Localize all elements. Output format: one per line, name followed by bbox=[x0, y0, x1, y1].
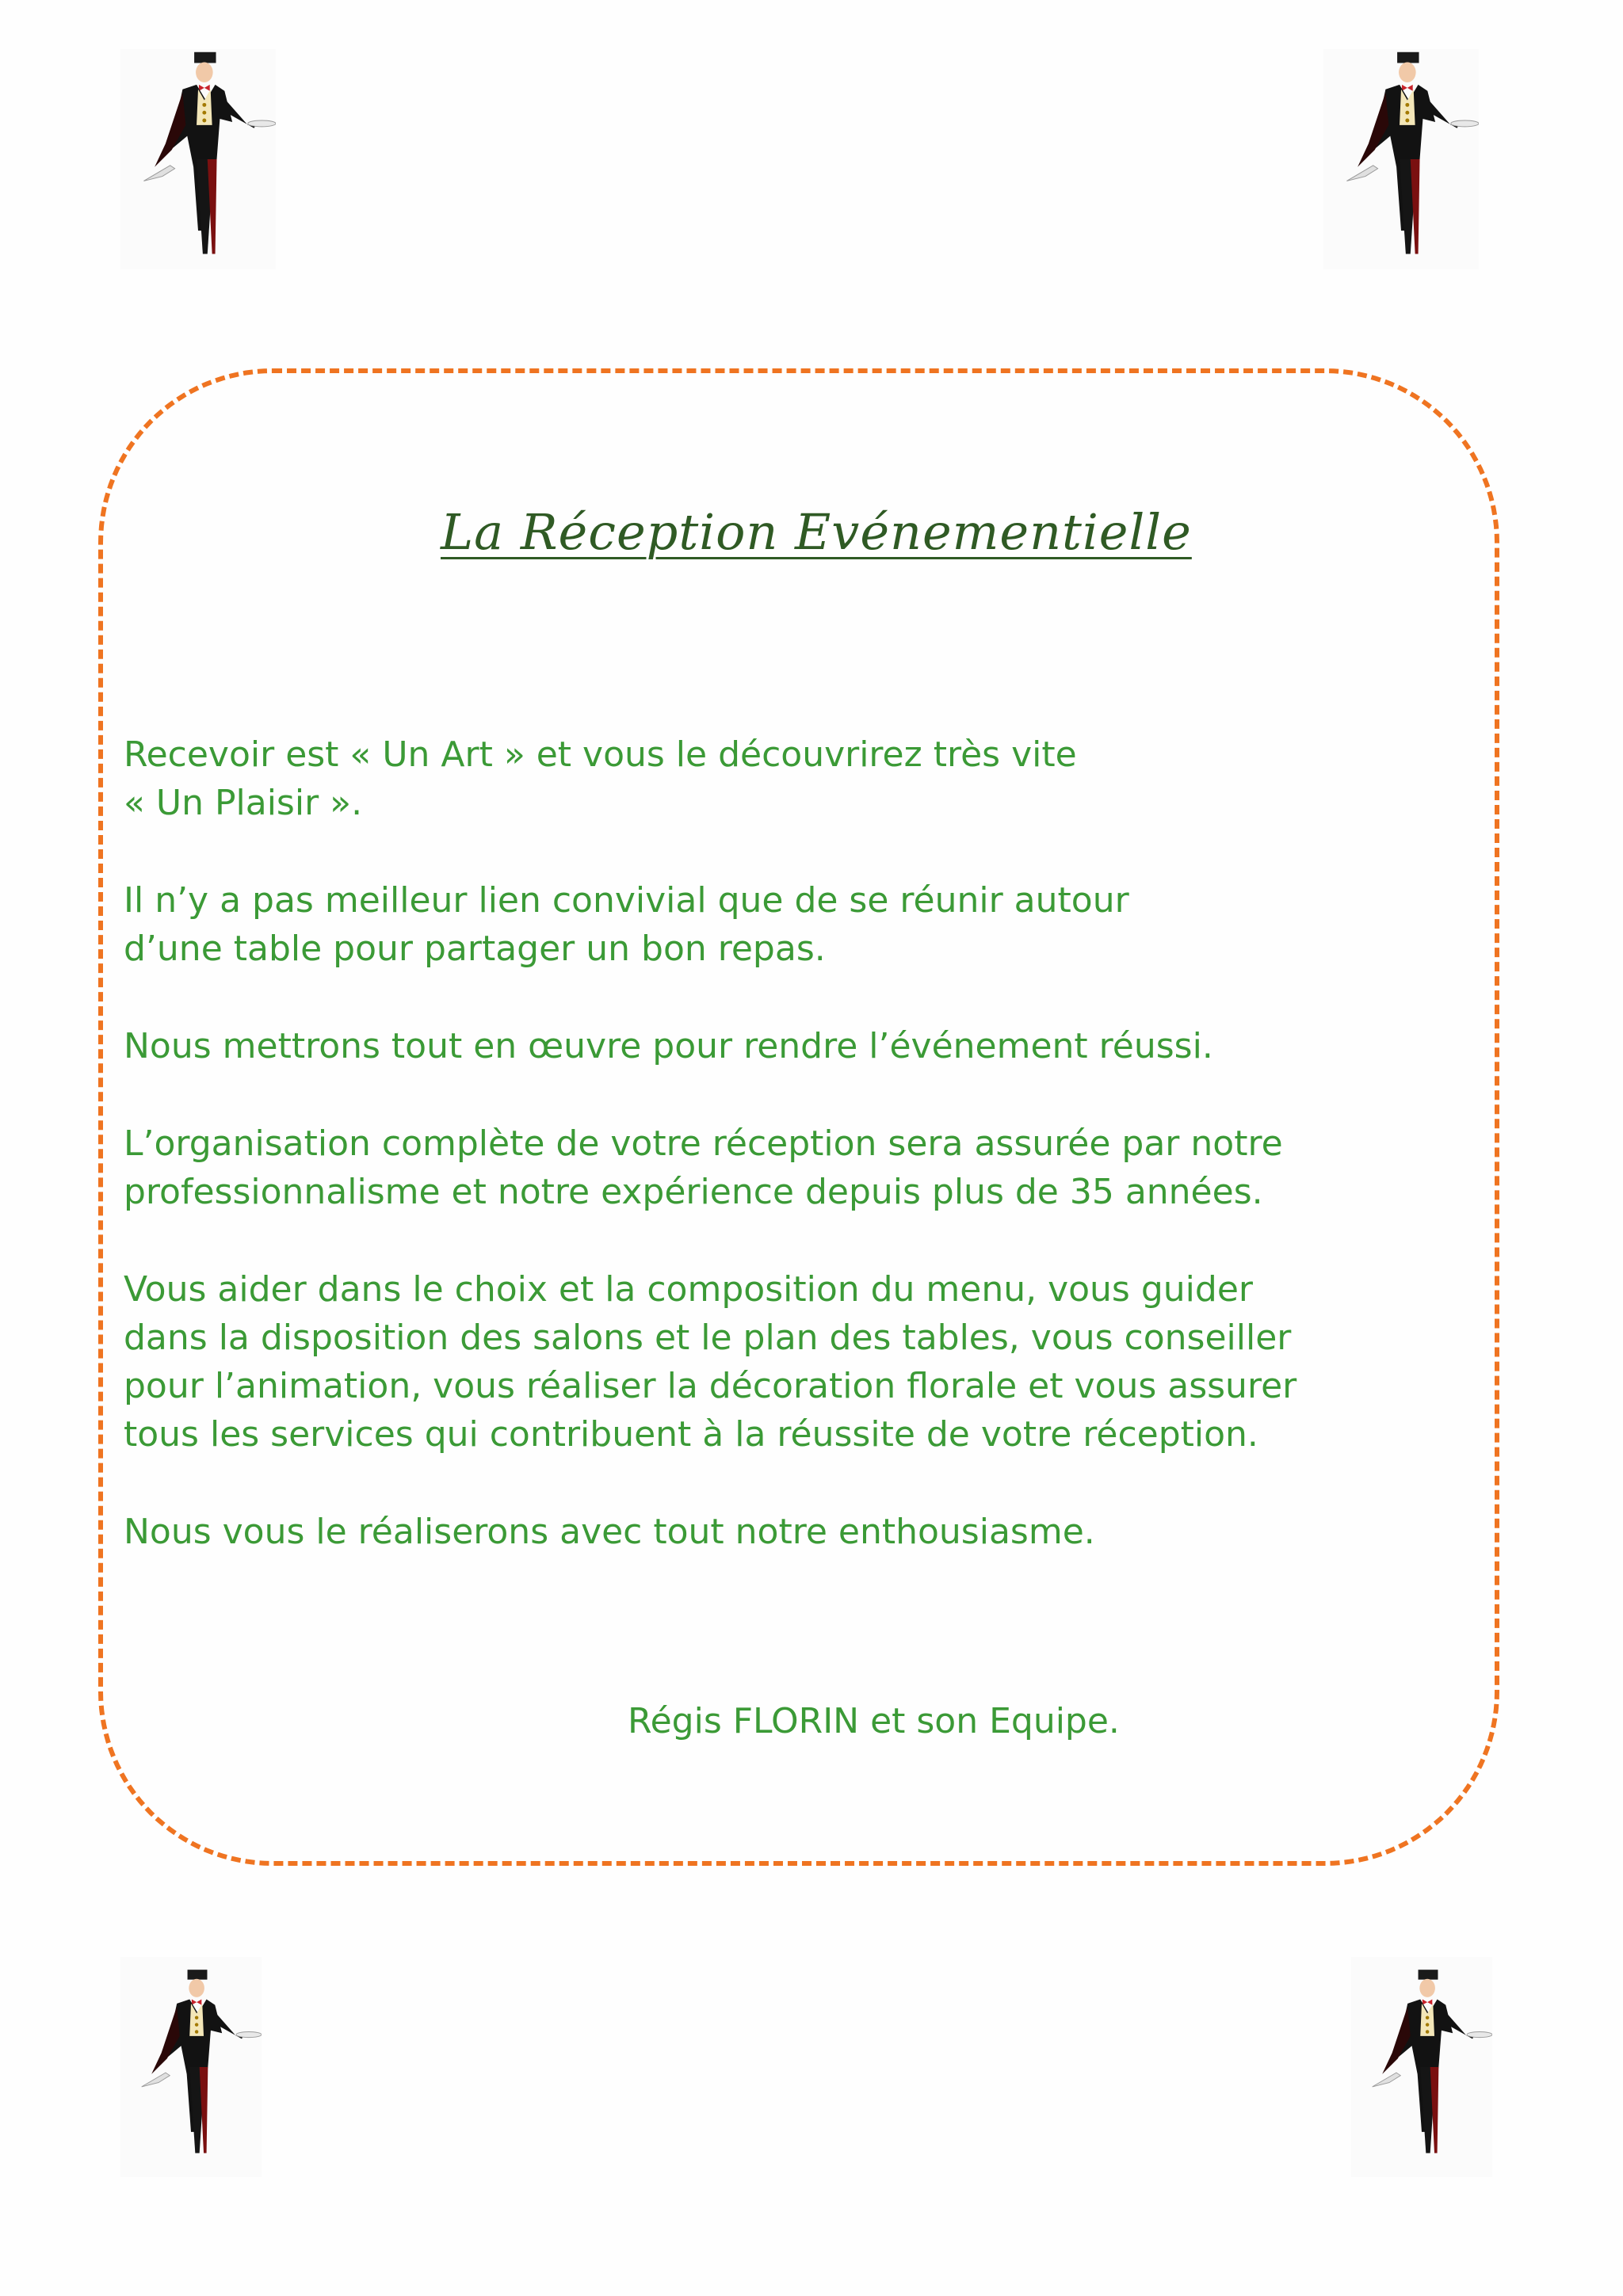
waiter-icon bbox=[120, 1957, 262, 2177]
waiter-icon bbox=[1351, 1957, 1492, 2177]
paragraph-2 bbox=[124, 876, 1487, 973]
page-title: La Réception Evénementielle bbox=[441, 503, 1192, 561]
paragraph-line: Recevoir est « Un Art » et vous le découvrirez très vite bbox=[124, 734, 1077, 775]
waiter-icon bbox=[1323, 49, 1479, 269]
paragraph-line: Nous mettrons tout en œuvre pour rendre l’événement réussi. bbox=[124, 1026, 1213, 1066]
waiter-illustration-bottom-right bbox=[1351, 1957, 1492, 2177]
paragraph-line: pour l’animation, vous réaliser la décoration florale et vous assurer bbox=[124, 1366, 1297, 1406]
paragraph-line: d’une table pour partager un bon repas. bbox=[124, 929, 826, 969]
body-text bbox=[124, 730, 1487, 1605]
signature: Régis FLORIN et son Equipe. bbox=[628, 1701, 1120, 1741]
paragraph-5 bbox=[124, 1265, 1487, 1459]
paragraph-line: Nous vous le réaliserons avec tout notre enthousiasme. bbox=[124, 1512, 1095, 1552]
paragraph-line: Vous aider dans le choix et la composition du menu, vous guider bbox=[124, 1269, 1253, 1310]
paragraph-line: professionnalisme et notre expérience depuis plus de 35 années. bbox=[124, 1172, 1263, 1212]
paragraph-line: L’organisation complète de votre réception sera assurée par notre bbox=[124, 1123, 1283, 1164]
waiter-icon bbox=[120, 49, 276, 269]
paragraph-1 bbox=[124, 730, 1487, 827]
paragraph-6 bbox=[124, 1508, 1487, 1556]
paragraph-3 bbox=[124, 1022, 1487, 1070]
paragraph-line: dans la disposition des salons et le plan des tables, vous conseiller bbox=[124, 1318, 1292, 1358]
paragraph-line: « Un Plaisir ». bbox=[124, 783, 363, 823]
paragraph-line: tous les services qui contribuent à la réussite de votre réception. bbox=[124, 1414, 1258, 1455]
waiter-illustration-top-right bbox=[1323, 49, 1479, 269]
paragraph-line: Il n’y a pas meilleur lien convivial que de se réunir autour bbox=[124, 880, 1129, 921]
waiter-illustration-top-left bbox=[120, 49, 276, 269]
paragraph-4 bbox=[124, 1119, 1487, 1216]
waiter-illustration-bottom-left bbox=[120, 1957, 262, 2177]
